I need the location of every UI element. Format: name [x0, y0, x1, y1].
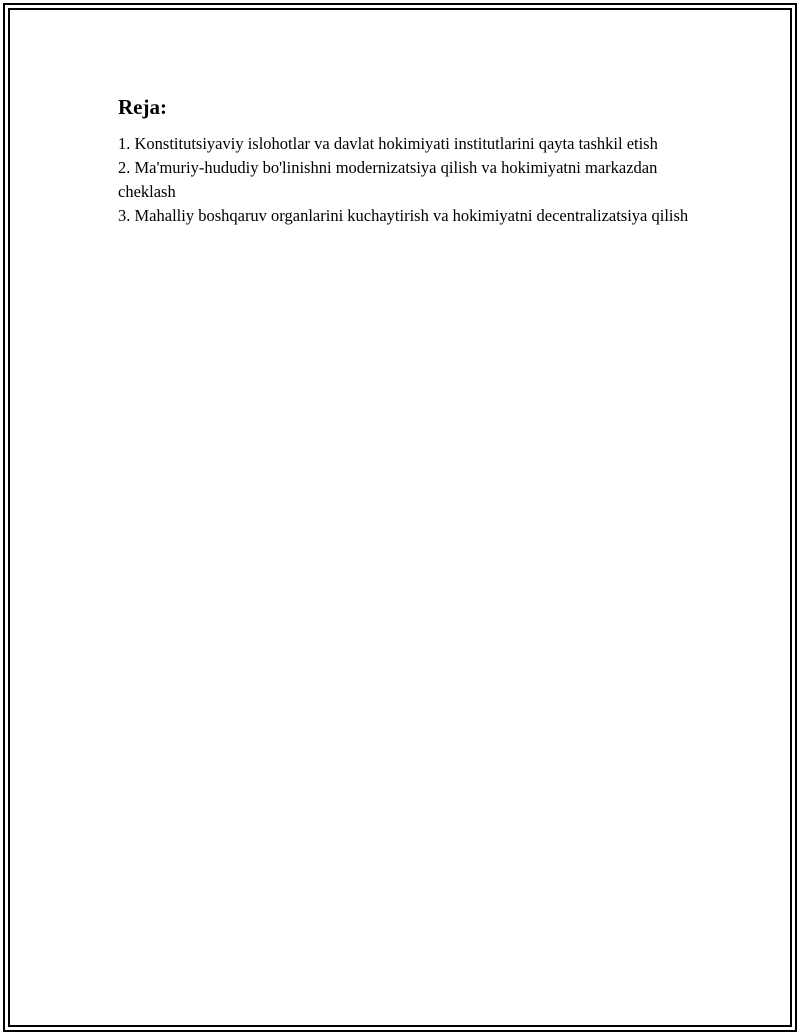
- plan-heading: Reja:: [118, 95, 167, 119]
- plan-list: [118, 132, 698, 228]
- plan-item-3: 3. Mahalliy boshqaruv organlarini kuchaytirish va hokimiyatni decentralizatsiya qilish: [118, 206, 689, 225]
- plan-item-1: 1. Konstitutsiyaviy islohotlar va davlat hokimiyati institutlarini qayta tashkil etish: [118, 134, 658, 153]
- document-content: [118, 94, 698, 228]
- plan-item-2: 2. Ma'muriy-hududiy bo'linishni modernizatsiya qilish va hokimiyatni markazdan cheklash: [118, 158, 658, 201]
